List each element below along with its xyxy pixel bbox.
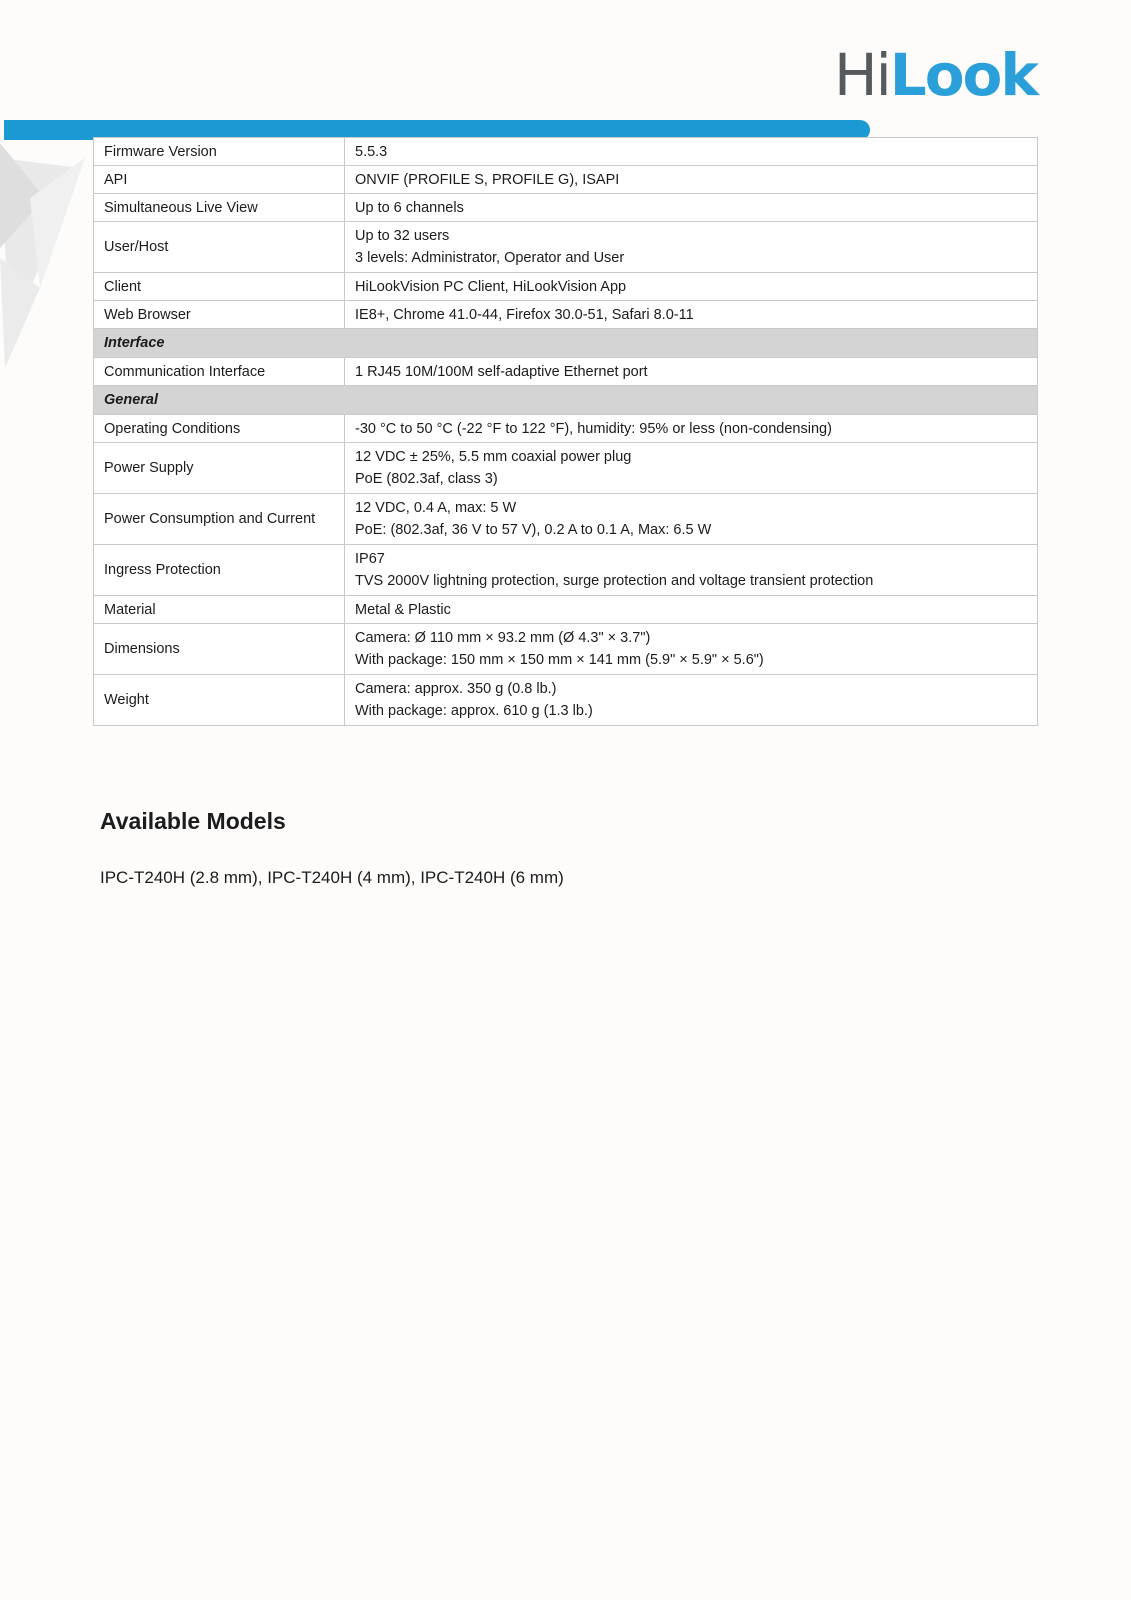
spec-label: Power Consumption and Current: [94, 494, 345, 545]
spec-value: [345, 222, 1038, 273]
table-row: [94, 443, 1038, 494]
spec-value-line: Camera: approx. 350 g (0.8 lb.): [355, 681, 557, 697]
spec-value: [345, 624, 1038, 675]
spec-value: [345, 545, 1038, 596]
hilook-logo: [834, 41, 1037, 109]
table-row: [94, 273, 1038, 301]
spec-value-line: 12 VDC ± 25%, 5.5 mm coaxial power plug: [355, 449, 632, 465]
spec-value-line: Camera: Ø 110 mm × 93.2 mm (Ø 4.3" × 3.7"): [355, 630, 651, 646]
logo-hi: Hi: [834, 41, 890, 109]
section-header-general: General: [94, 386, 1038, 415]
decorative-shard-graphic: [0, 138, 95, 378]
spec-label: Simultaneous Live View: [94, 194, 345, 222]
spec-value: 5.5.3: [345, 138, 1038, 166]
table-row: [94, 545, 1038, 596]
spec-value: 1 RJ45 10M/100M self-adaptive Ethernet port: [345, 358, 1038, 386]
spec-label: Power Supply: [94, 443, 345, 494]
spec-value: HiLookVision PC Client, HiLookVision App: [345, 273, 1038, 301]
spec-value-line: Up to 32 users: [355, 228, 450, 244]
spec-value: [345, 443, 1038, 494]
table-row: [94, 596, 1038, 624]
spec-value: IE8+, Chrome 41.0-44, Firefox 30.0-51, Safari 8.0-11: [345, 301, 1038, 329]
spec-value: [345, 675, 1038, 726]
table-row: [94, 166, 1038, 194]
spec-label: Ingress Protection: [94, 545, 345, 596]
logo-look: Look: [889, 41, 1037, 109]
table-row: [94, 415, 1038, 443]
section-header-row: [94, 386, 1038, 415]
spec-label: Dimensions: [94, 624, 345, 675]
available-models-heading: Available Models: [100, 808, 286, 834]
spec-value-line: 3 levels: Administrator, Operator and User: [355, 250, 625, 266]
spec-value-line: PoE (802.3af, class 3): [355, 471, 498, 487]
spec-label: Weight: [94, 675, 345, 726]
table-row: [94, 624, 1038, 675]
table-row: [94, 194, 1038, 222]
spec-label: Communication Interface: [94, 358, 345, 386]
spec-value-line: With package: approx. 610 g (1.3 lb.): [355, 703, 593, 719]
spec-value: Metal & Plastic: [345, 596, 1038, 624]
spec-value-line: PoE: (802.3af, 36 V to 57 V), 0.2 A to 0.1 A, Max: 6.5 W: [355, 522, 712, 538]
available-models-list: IPC-T240H (2.8 mm), IPC-T240H (4 mm), IPC-T240H (6 mm): [100, 868, 564, 887]
spec-label: Firmware Version: [94, 138, 345, 166]
table-row: [94, 494, 1038, 545]
table-row: [94, 301, 1038, 329]
spec-value-line: With package: 150 mm × 150 mm × 141 mm (5.9" × 5.9" × 5.6"): [355, 652, 764, 668]
spec-value-line: TVS 2000V lightning protection, surge protection and voltage transient protection: [355, 573, 874, 589]
table-row: [94, 222, 1038, 273]
spec-value-line: 12 VDC, 0.4 A, max: 5 W: [355, 500, 517, 516]
spec-label: Client: [94, 273, 345, 301]
spec-label: Operating Conditions: [94, 415, 345, 443]
spec-label: Material: [94, 596, 345, 624]
specification-table: [93, 137, 1038, 726]
section-header-interface: Interface: [94, 329, 1038, 358]
spec-value: Up to 6 channels: [345, 194, 1038, 222]
table-row: [94, 358, 1038, 386]
table-row: [94, 675, 1038, 726]
spec-label: API: [94, 166, 345, 194]
spec-value: ONVIF (PROFILE S, PROFILE G), ISAPI: [345, 166, 1038, 194]
spec-label: Web Browser: [94, 301, 345, 329]
spec-value: -30 °C to 50 °C (-22 °F to 122 °F), humidity: 95% or less (non-condensing): [345, 415, 1038, 443]
spec-label: User/Host: [94, 222, 345, 273]
table-row: [94, 138, 1038, 166]
section-header-row: [94, 329, 1038, 358]
spec-value-line: IP67: [355, 551, 385, 567]
spec-value: [345, 494, 1038, 545]
